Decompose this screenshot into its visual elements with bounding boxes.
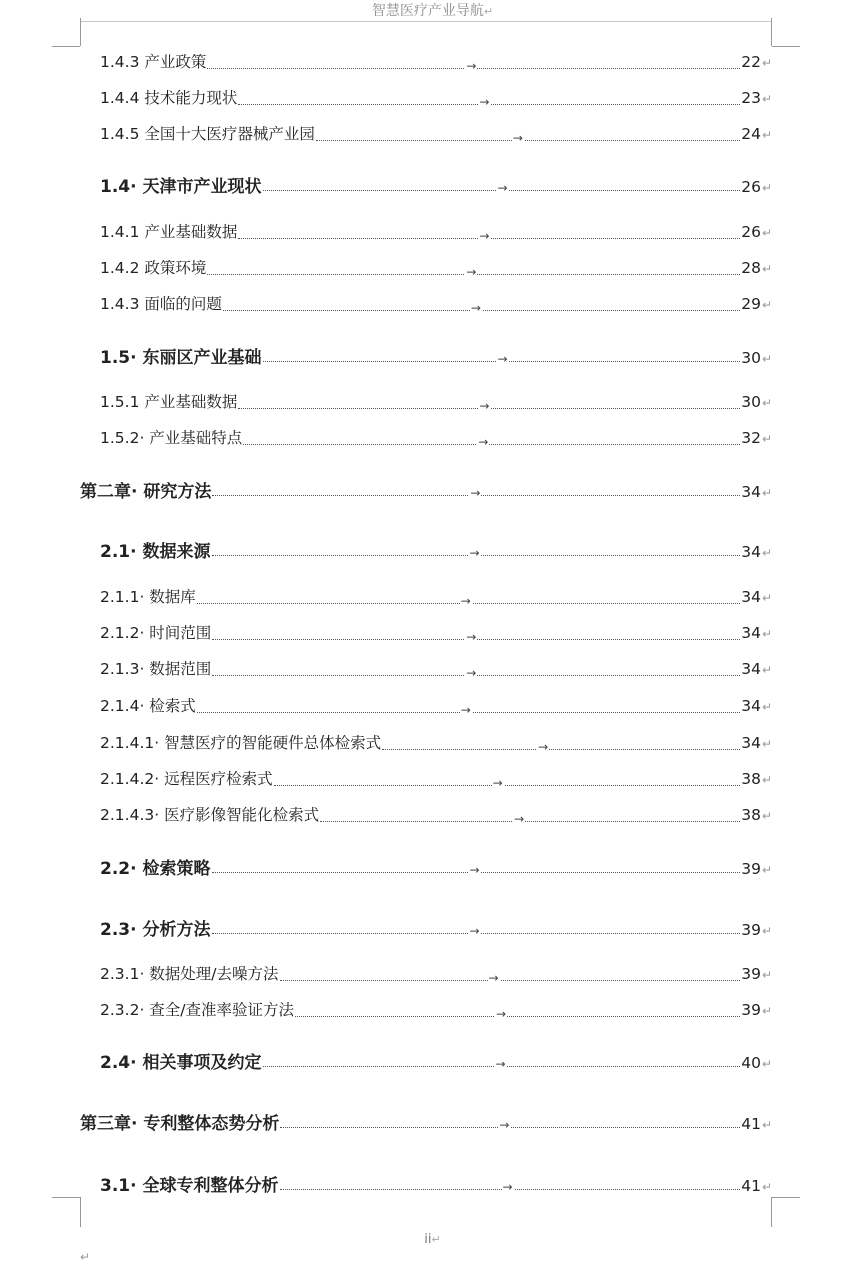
toc-entry[interactable] bbox=[100, 220, 772, 244]
toc-entry-page-number: 39 bbox=[741, 860, 761, 878]
toc-entry-title: 1.4.5 全国十大医疗器械产业园 bbox=[100, 125, 315, 143]
toc-entry[interactable] bbox=[100, 1171, 772, 1195]
header-title: 智慧医疗产业导航 bbox=[371, 3, 484, 19]
toc-dot-leader bbox=[207, 265, 740, 279]
paragraph-return-mark: ↵ bbox=[761, 396, 772, 410]
toc-entry-page-number: 40 bbox=[741, 1054, 761, 1072]
paragraph-return-mark: ↵ bbox=[761, 262, 772, 276]
tab-arrow-icon: → bbox=[479, 229, 490, 243]
tab-arrow-icon: → bbox=[497, 181, 508, 195]
toc-entry-page-number: 26 bbox=[741, 223, 761, 241]
trailing-paragraph-mark: ↵ bbox=[80, 1250, 91, 1264]
toc-dot-leader bbox=[197, 703, 740, 717]
toc-entry-page-number: 34 bbox=[741, 660, 761, 678]
toc-entry-title: 1.4.3 面临的问题 bbox=[100, 295, 222, 313]
toc-dot-leader bbox=[223, 301, 740, 315]
tab-arrow-icon: → bbox=[466, 265, 477, 279]
toc-entry-page-number: 30 bbox=[741, 349, 761, 367]
toc-entry-page-number: 34 bbox=[741, 483, 761, 501]
toc-dot-leader bbox=[280, 971, 741, 985]
toc-dot-leader bbox=[212, 666, 740, 680]
toc-entry[interactable] bbox=[100, 1048, 772, 1072]
toc-entry-page-number: 30 bbox=[741, 393, 761, 411]
toc-entry-title: 2.3.2· 查全/查准率验证方法 bbox=[100, 1001, 295, 1019]
paragraph-return-mark: ↵ bbox=[761, 546, 772, 560]
toc-entry-page-number: 34 bbox=[741, 624, 761, 642]
toc-entry-page-number: 34 bbox=[741, 734, 761, 752]
toc-entry[interactable] bbox=[100, 426, 772, 450]
toc-entry[interactable] bbox=[100, 343, 772, 367]
tab-arrow-icon: → bbox=[502, 1180, 513, 1194]
tab-arrow-icon: → bbox=[466, 666, 477, 680]
tab-arrow-icon: → bbox=[479, 95, 490, 109]
toc-entry-page-number: 41 bbox=[741, 1115, 761, 1133]
toc-entry-page-number: 24 bbox=[741, 125, 761, 143]
paragraph-return-mark: ↵ bbox=[761, 352, 772, 366]
toc-dot-leader bbox=[212, 924, 741, 938]
tab-arrow-icon: → bbox=[466, 630, 477, 644]
tab-arrow-icon: → bbox=[512, 131, 523, 145]
tab-arrow-icon: → bbox=[460, 703, 471, 717]
tab-arrow-icon: → bbox=[478, 435, 489, 449]
toc-entry-title: 2.3.1· 数据处理/去噪方法 bbox=[100, 965, 279, 983]
toc-entry[interactable] bbox=[100, 962, 772, 986]
toc-entry-title: 1.4.4 技术能力现状 bbox=[100, 89, 238, 107]
toc-entry-title: 1.4.3 产业政策 bbox=[100, 53, 207, 71]
toc-entry[interactable] bbox=[100, 292, 772, 316]
toc-entry-title: 2.1· 数据来源 bbox=[100, 542, 211, 562]
tab-arrow-icon: → bbox=[538, 740, 549, 754]
paragraph-return-mark: ↵ bbox=[761, 92, 772, 106]
toc-dot-leader bbox=[212, 546, 741, 560]
paragraph-return-mark: ↵ bbox=[761, 591, 772, 605]
toc-entry-title: 2.1.4· 检索式 bbox=[100, 697, 196, 715]
toc-entry-page-number: 23 bbox=[741, 89, 761, 107]
toc-entry[interactable] bbox=[100, 767, 772, 791]
toc-entry-title: 1.4· 天津市产业现状 bbox=[100, 177, 262, 197]
tab-arrow-icon: → bbox=[460, 594, 471, 608]
toc-entry-page-number: 34 bbox=[741, 697, 761, 715]
toc-entry[interactable] bbox=[100, 694, 772, 718]
tab-arrow-icon: → bbox=[496, 1007, 507, 1021]
toc-entry-title: 1.4.2 政策环境 bbox=[100, 259, 207, 277]
tab-arrow-icon: → bbox=[479, 399, 490, 413]
footer-page-number: ii bbox=[424, 1232, 432, 1247]
toc-entry[interactable] bbox=[100, 998, 772, 1022]
toc-dot-leader bbox=[243, 435, 740, 449]
tab-arrow-icon: → bbox=[470, 486, 481, 500]
toc-entry[interactable] bbox=[100, 256, 772, 280]
toc-entry[interactable] bbox=[80, 1109, 772, 1133]
toc-dot-leader bbox=[263, 1057, 741, 1071]
toc-dot-leader bbox=[280, 1180, 741, 1194]
toc-entry-page-number: 34 bbox=[741, 588, 761, 606]
toc-entry-page-number: 28 bbox=[741, 259, 761, 277]
toc-entry[interactable] bbox=[100, 854, 772, 878]
tab-arrow-icon: → bbox=[514, 812, 525, 826]
paragraph-return-mark: ↵ bbox=[761, 627, 772, 641]
toc-dot-leader bbox=[238, 95, 740, 109]
toc-entry[interactable] bbox=[100, 585, 772, 609]
paragraph-return-mark: ↵ bbox=[761, 298, 772, 312]
tab-arrow-icon: → bbox=[497, 352, 508, 366]
toc-entry-page-number: 32 bbox=[741, 429, 761, 447]
toc-dot-leader bbox=[212, 486, 740, 500]
tab-arrow-icon: → bbox=[469, 546, 480, 560]
toc-dot-leader bbox=[212, 863, 741, 877]
tab-arrow-icon: → bbox=[495, 1057, 506, 1071]
toc-entry-page-number: 34 bbox=[741, 543, 761, 561]
toc-entry[interactable] bbox=[100, 621, 772, 645]
toc-dot-leader bbox=[320, 812, 740, 826]
paragraph-return-mark: ↵ bbox=[761, 968, 772, 982]
toc-entry[interactable] bbox=[100, 390, 772, 414]
paragraph-return-mark: ↵ bbox=[761, 924, 772, 938]
toc-entry-title: 2.1.3· 数据范围 bbox=[100, 660, 212, 678]
toc-entry-page-number: 38 bbox=[741, 770, 761, 788]
toc-dot-leader bbox=[212, 630, 740, 644]
toc-entry-title: 2.1.4.2· 远程医疗检索式 bbox=[100, 770, 273, 788]
tab-arrow-icon: → bbox=[469, 863, 480, 877]
toc-dot-leader bbox=[263, 181, 741, 195]
paragraph-return-mark: ↵ bbox=[761, 1004, 772, 1018]
tab-arrow-icon: → bbox=[470, 301, 481, 315]
paragraph-return-mark: ↵ bbox=[761, 663, 772, 677]
paragraph-return-mark: ↵ bbox=[761, 226, 772, 240]
toc-entry-title: 1.5.2· 产业基础特点 bbox=[100, 429, 243, 447]
toc-entry[interactable] bbox=[100, 50, 772, 74]
toc-entry-page-number: 39 bbox=[741, 921, 761, 939]
toc-entry[interactable] bbox=[100, 172, 772, 196]
toc-entry-title: 2.1.2· 时间范围 bbox=[100, 624, 212, 642]
page-footer bbox=[0, 1232, 865, 1247]
paragraph-return-mark: ↵ bbox=[761, 486, 772, 500]
paragraph-return-mark: ↵ bbox=[761, 863, 772, 877]
toc-dot-leader bbox=[238, 399, 740, 413]
toc-entry[interactable] bbox=[100, 657, 772, 681]
paragraph-return-mark: ↵ bbox=[761, 1180, 772, 1194]
toc-entry-title: 1.4.1 产业基础数据 bbox=[100, 223, 238, 241]
paragraph-return-mark: ↵ bbox=[761, 56, 772, 70]
tab-arrow-icon: → bbox=[466, 59, 477, 73]
toc-entry[interactable] bbox=[100, 803, 772, 827]
toc-entry[interactable] bbox=[100, 915, 772, 939]
toc-entry-title: 2.3· 分析方法 bbox=[100, 920, 211, 940]
toc-dot-leader bbox=[263, 352, 741, 366]
tab-arrow-icon: → bbox=[469, 924, 480, 938]
toc-entry[interactable] bbox=[80, 477, 772, 501]
toc-entry[interactable] bbox=[100, 122, 772, 146]
paragraph-return-mark: ↵ bbox=[761, 773, 772, 787]
toc-entry[interactable] bbox=[100, 86, 772, 110]
toc-entry-page-number: 22 bbox=[741, 53, 761, 71]
toc-entry-title: 3.1· 全球专利整体分析 bbox=[100, 1176, 279, 1196]
toc-dot-leader bbox=[382, 740, 740, 754]
toc-entry-title: 1.5· 东丽区产业基础 bbox=[100, 348, 262, 368]
toc-entry-title: 2.1.4.3· 医疗影像智能化检索式 bbox=[100, 806, 320, 824]
toc-entry-title: 第三章· 专利整体态势分析 bbox=[80, 1114, 280, 1134]
paragraph-return-mark: ↵ bbox=[761, 1118, 772, 1132]
toc-entry-page-number: 39 bbox=[741, 965, 761, 983]
toc-dot-leader bbox=[274, 776, 741, 790]
paragraph-return-mark: ↵ bbox=[761, 1057, 772, 1071]
paragraph-return-mark: ↵ bbox=[761, 432, 772, 446]
paragraph-return-mark: ↵ bbox=[761, 809, 772, 823]
paragraph-return-mark: ↵ bbox=[761, 737, 772, 751]
toc-entry-title: 2.1.1· 数据库 bbox=[100, 588, 196, 606]
toc-dot-leader bbox=[295, 1007, 740, 1021]
toc-dot-leader bbox=[280, 1118, 740, 1132]
toc-entry[interactable] bbox=[100, 537, 772, 561]
toc-entry-title: 2.2· 检索策略 bbox=[100, 859, 211, 879]
toc-entry-page-number: 41 bbox=[741, 1177, 761, 1195]
toc-dot-leader bbox=[238, 229, 740, 243]
toc-dot-leader bbox=[316, 131, 740, 145]
paragraph-return-mark: ↵ bbox=[761, 700, 772, 714]
toc-entry[interactable] bbox=[100, 731, 772, 755]
toc-entry-title: 2.1.4.1· 智慧医疗的智能硬件总体检索式 bbox=[100, 734, 382, 752]
tab-arrow-icon: → bbox=[492, 776, 503, 790]
toc-entry-page-number: 29 bbox=[741, 295, 761, 313]
tab-arrow-icon: → bbox=[499, 1118, 510, 1132]
toc-entry-title: 1.5.1 产业基础数据 bbox=[100, 393, 238, 411]
footer-return-mark: ↵ bbox=[431, 1233, 441, 1246]
toc-entry-page-number: 38 bbox=[741, 806, 761, 824]
toc-entry-title: 2.4· 相关事项及约定 bbox=[100, 1053, 262, 1073]
toc-dot-leader bbox=[197, 594, 740, 608]
tab-arrow-icon: → bbox=[488, 971, 499, 985]
paragraph-return-mark: ↵ bbox=[761, 128, 772, 142]
toc-entry-title: 第二章· 研究方法 bbox=[80, 482, 212, 502]
toc-entry-page-number: 39 bbox=[741, 1001, 761, 1019]
header-return-mark: ↵ bbox=[483, 5, 494, 18]
toc-dot-leader bbox=[207, 59, 740, 73]
paragraph-return-mark: ↵ bbox=[761, 181, 772, 195]
toc-entry-page-number: 26 bbox=[741, 178, 761, 196]
